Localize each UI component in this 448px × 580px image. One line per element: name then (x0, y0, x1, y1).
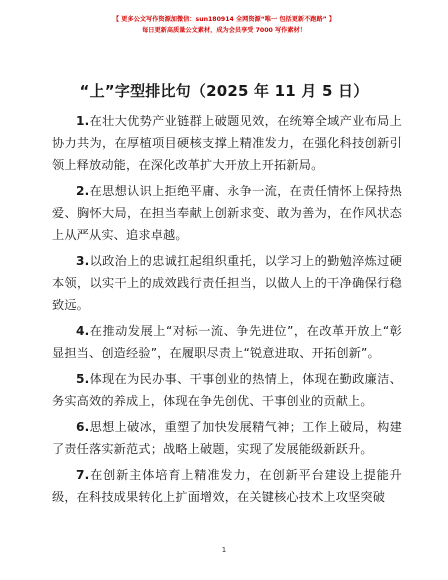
document-title: “上”字型排比句（2025 年 11 月 5 日） (79, 82, 369, 100)
paragraph-number: 7. (76, 468, 90, 482)
promo-banner-line-2: 每日更新高质量公文素材，成为会员享受 7000 写作素材！ (142, 27, 306, 34)
paragraph-text: 在推动发展上“对标一流、争先进位”，在改革开放上“彰显担当、创造经验”，在履职尽责上“锐意进取、开拓创新”。 (52, 324, 402, 360)
paragraph-number: 5. (76, 372, 90, 386)
paragraph-3 (52, 250, 402, 316)
paragraph-text: 思想上破冰，重塑了加快发展精气神；工作上破局，构建了责任落实新范式；战略上破题，实现了发展能级新跃升。 (52, 420, 402, 456)
paragraph-text: 在创新主体培育上精准发力，在创新平台建设上提能升级，在科技成果转化上扩面增效，在关键核心技术上攻坚突破 (52, 468, 402, 504)
promo-banner-line-1: 【 更多公文写作资源加微信：sun180914 全网资源“唯一 包括更新不跑路” 】 (112, 16, 336, 23)
paragraph-number: 2. (76, 184, 90, 198)
paragraph-number: 3. (76, 254, 90, 268)
document-body (52, 110, 402, 512)
paragraph-2 (52, 180, 402, 246)
paragraph-4 (52, 320, 402, 364)
paragraph-text: 体现在为民办事、干事创业的热情上，体现在勤政廉洁、务实高效的养成上，体现在争先创优、干事创业的贡献上。 (52, 372, 402, 408)
paragraph-1 (52, 110, 402, 176)
paragraph-text: 在壮大优势产业链群上破题见效，在统筹全域产业布局上协力共为，在厚植项目硬核支撑上精准发力，在强化科技创新引领上释放动能，在深化改革扩大开放上开拓新局。 (52, 114, 402, 172)
page-number: 1 (221, 546, 227, 554)
paragraph-text: 在思想认识上拒绝平庸、永争一流，在责任情怀上保持热爱、胸怀大局，在担当奉献上创新求变、敢为善为，在作风状态上从严从实、追求卓越。 (52, 184, 402, 242)
paragraph-6 (52, 416, 402, 460)
paragraph-7 (52, 464, 402, 508)
paragraph-number: 4. (76, 324, 90, 338)
paragraph-number: 6. (76, 420, 90, 434)
paragraph-number: 1. (76, 114, 90, 128)
paragraph-5 (52, 368, 402, 412)
paragraph-text: 以政治上的忠诚扛起组织重托，以学习上的勤勉淬炼过硬本领，以实干上的成效践行责任担当，以做人上的干净确保行稳致远。 (52, 254, 402, 312)
promo-banner (100, 14, 348, 36)
